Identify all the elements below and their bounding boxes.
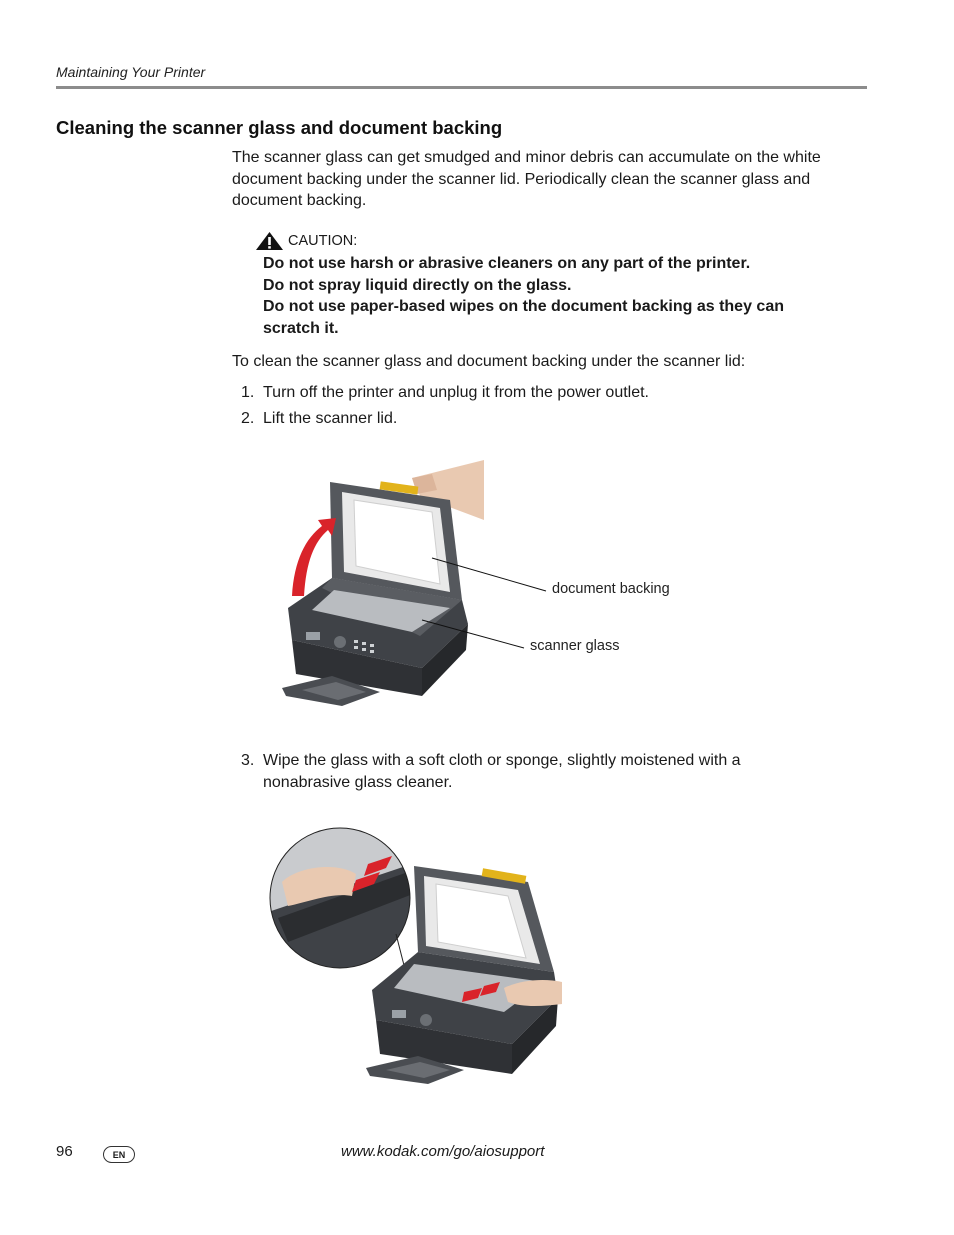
step-number: 3. [241,752,255,769]
page-number: 96 [56,1143,73,1160]
procedure-lead: To clean the scanner glass and document backing under the scanner lid: [232,353,746,370]
step-2 [232,408,793,430]
callout-document-backing: document backing [552,581,670,597]
caution-line: Do not use harsh or abrasive cleaners on any part of the printer. [263,255,751,272]
caution-box [255,231,815,339]
caution-line: Do not use paper-based wipes on the document backing as they can [263,298,784,315]
step-3 [232,750,793,793]
caution-line: scratch it. [263,319,339,337]
step-number: 1. [241,384,255,401]
step-text [263,750,793,793]
intro-paragraph [232,147,864,212]
caution-line: Do not spray liquid directly on the glass. [263,276,572,294]
step-text: Lift the scanner lid. [263,410,398,427]
callout-scanner-glass: scanner glass [530,638,620,654]
section-title: Cleaning the scanner glass and document backing [56,117,503,138]
step-1 [232,382,793,404]
warning-triangle-icon [255,231,284,251]
footer-url[interactable]: www.kodak.com/go/aiosupport [341,1143,545,1160]
header-rule [56,86,867,89]
intro-line: The scanner glass can get smudged and minor debris can accumulate on the white [232,149,821,166]
step-text-line: Wipe the glass with a soft cloth or sponge, slightly moistened with a [263,752,741,769]
caution-label: CAUTION: [288,233,358,249]
step-text: Turn off the printer and unplug it from the power outlet. [263,384,649,401]
step-number: 2. [241,410,255,427]
running-head: Maintaining Your Printer [56,64,206,80]
caution-header [255,231,815,251]
intro-line: document backing. [232,192,367,209]
step-text-line: nonabrasive glass cleaner. [263,773,453,791]
language-badge: EN [103,1146,135,1163]
intro-line: document backing under the scanner lid. Periodically clean the scanner glass and [232,170,811,188]
printer-wiping-glass-illustration [268,822,564,1090]
